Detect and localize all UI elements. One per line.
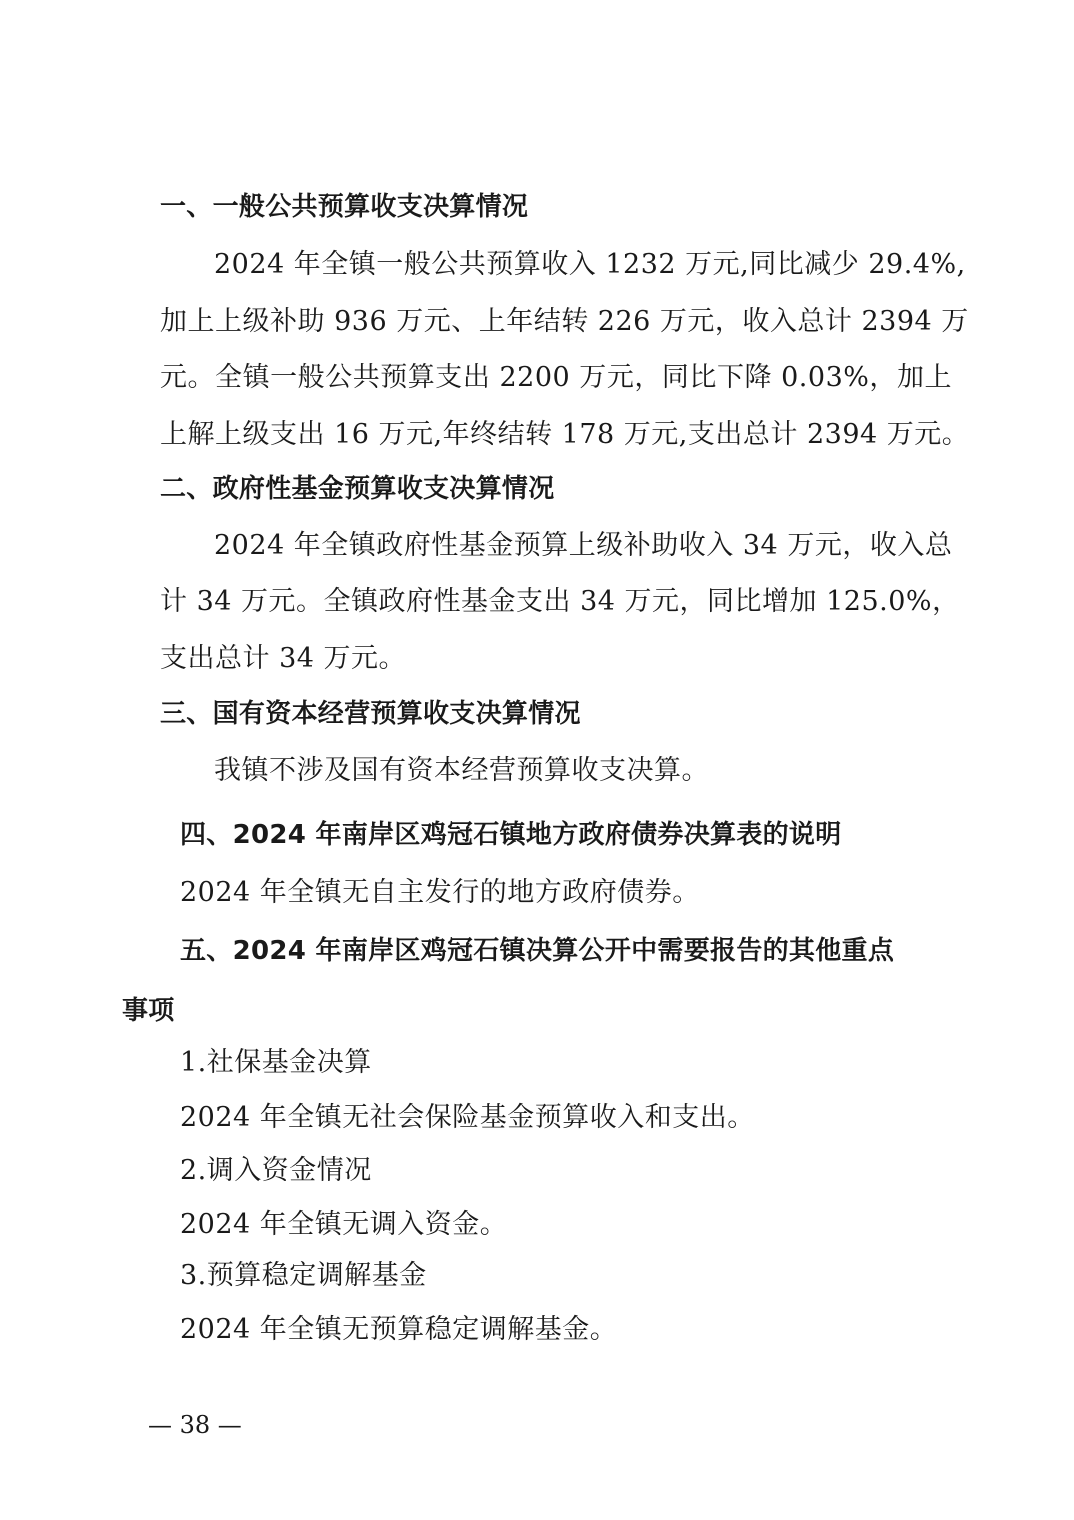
item-2-text: 2024 年全镇无调入资金。	[180, 1209, 508, 1240]
item-1-text: 2024 年全镇无社会保险基金预算收入和支出。	[180, 1102, 755, 1133]
section-3-heading: 三、国有资本经营预算收支决算情况	[160, 699, 581, 729]
section-1-line-2: 加上上级补助 936 万元、上年结转 226 万元，收入总计 2394 万	[160, 306, 969, 337]
item-1-title: 1.社保基金决算	[180, 1047, 372, 1078]
item-3-title: 3.预算稳定调解基金	[180, 1260, 427, 1291]
section-4-heading: 四、2024 年南岸区鸡冠石镇地方政府债券决算表的说明	[180, 820, 842, 850]
section-5-heading: 五、2024 年南岸区鸡冠石镇决算公开中需要报告的其他重点	[180, 936, 895, 966]
section-3-line-1: 我镇不涉及国有资本经营预算收支决算。	[214, 755, 709, 786]
section-1-line-4: 上解上级支出 16 万元,年终结转 178 万元,支出总计 2394 万元。	[160, 419, 970, 450]
page-number: — 38 —	[148, 1411, 242, 1439]
section-5-heading-continued: 事项	[122, 996, 175, 1026]
section-1-line-3: 元。全镇一般公共预算支出 2200 万元，同比下降 0.03%，加上	[160, 362, 952, 393]
section-2-line-3: 支出总计 34 万元。	[160, 643, 407, 674]
item-2-title: 2.调入资金情况	[180, 1155, 372, 1186]
section-1-heading: 一、一般公共预算收支决算情况	[160, 192, 529, 222]
item-3-text: 2024 年全镇无预算稳定调解基金。	[180, 1314, 618, 1345]
section-4-line-1: 2024 年全镇无自主发行的地方政府债券。	[180, 877, 700, 908]
section-2-line-2: 计 34 万元。全镇政府性基金支出 34 万元，同比增加 125.0%，	[160, 586, 960, 617]
section-2-line-1: 2024 年全镇政府性基金预算上级补助收入 34 万元，收入总	[214, 530, 953, 561]
section-2-heading: 二、政府性基金预算收支决算情况	[160, 474, 555, 504]
section-1-line-1: 2024 年全镇一般公共预算收入 1232 万元,同比减少 29.4%,	[214, 249, 966, 280]
